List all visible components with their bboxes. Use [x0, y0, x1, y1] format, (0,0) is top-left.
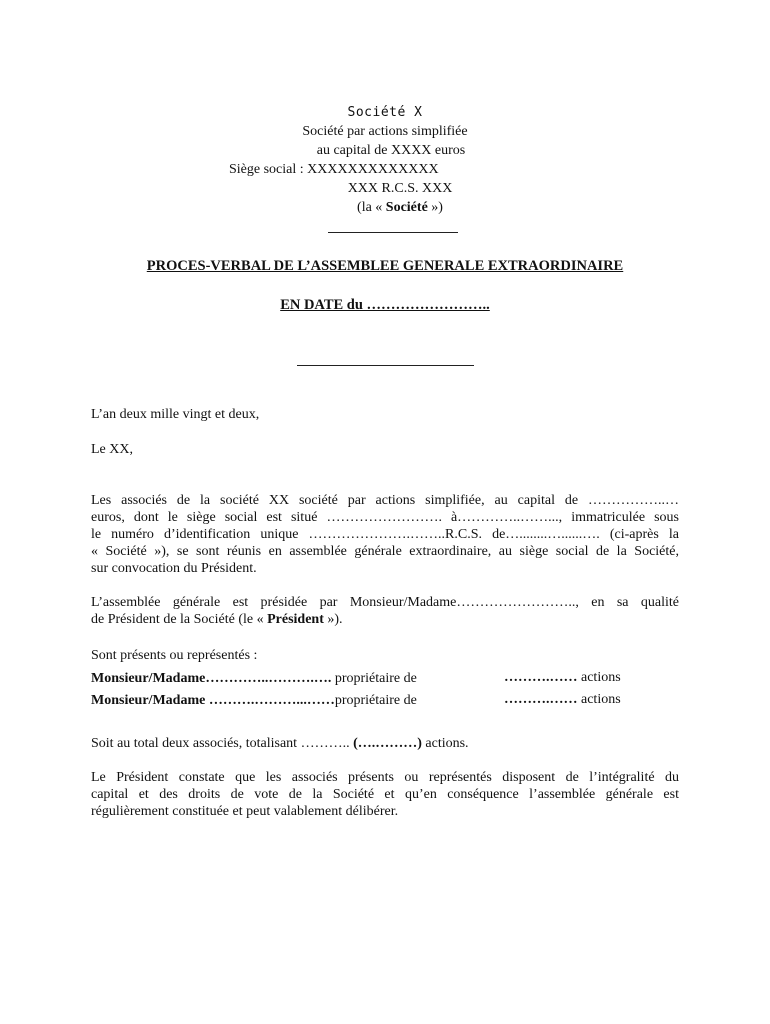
president-term: Président [267, 612, 324, 627]
owner-label: propriétaire de [334, 693, 417, 708]
total-suffix: actions. [421, 736, 469, 751]
shares-dots: ……….…… [504, 692, 578, 707]
shareholder-shares [504, 670, 621, 686]
defined-term-line [0, 199, 770, 216]
paragraph-line: Les associés de la société XX société par actions simplifiée, au capital de ……………..… [91, 493, 679, 508]
company-name: Société X [347, 105, 423, 120]
paragraph-line: euros, dont le siège social est situé ……………………. à…………..……..., immatriculée sous [91, 510, 679, 525]
paragraph-line: L’assemblée générale est présidée par Monsieur/Madame…………………….., en sa qualité [91, 595, 679, 610]
present-intro: Sont présents ou représentés : [91, 648, 258, 663]
paragraph-line: capital et des droits de vote de la Société et qu’en conséquence l’assemblée générale est [91, 787, 679, 802]
paragraph-line [91, 611, 679, 628]
opening-day: Le XX, [91, 442, 133, 457]
paragraph-line: le numéro d’identification unique ………………….……..R.C.S. de…........…......…. (ci-après la [91, 527, 679, 542]
total-count: (….………) [353, 736, 422, 751]
shareholder-name: Monsieur/Madame ……….………...…… [91, 693, 335, 708]
paragraph-quorum [91, 769, 679, 820]
rcs-line: XXX R.C.S. XXX [347, 181, 453, 196]
document-title: PROCES-VERBAL DE L’ASSEMBLEE GENERALE EXTRAORDINAIRE [146, 258, 624, 274]
paragraph-line: Le Président constate que les associés présents ou représentés disposent de l’intégralité du [91, 770, 679, 785]
defined-term: Société [385, 200, 428, 215]
shares-dots: ……….…… [504, 670, 578, 685]
defined-term-prefix: (la « [357, 200, 386, 215]
total-prefix: Soit au total deux associés, totalisant ……….. [91, 736, 354, 751]
title-divider [297, 365, 474, 366]
defined-term-suffix: ») [427, 200, 443, 215]
president-suffix: »). [323, 612, 343, 627]
paragraph-line: régulièrement constituée et peut valablement délibérer. [91, 804, 399, 819]
shareholder-name: Monsieur/Madame…………..……….…. [91, 671, 332, 686]
header-divider [328, 232, 458, 233]
shares-label: actions [577, 692, 621, 707]
capital-line: au capital de XXXX euros [316, 143, 466, 158]
paragraph-line: « Société »), se sont réunis en assemblée générale extraordinaire, au siège social de la Société, [91, 544, 679, 559]
president-prefix: de Président de la Société (le « [91, 612, 268, 627]
shares-label: actions [577, 670, 621, 685]
legal-form: Société par actions simplifiée [302, 124, 468, 139]
total-line [91, 735, 469, 752]
document-date-line: EN DATE du …………………….. [280, 297, 490, 313]
paragraph-shareholders-meeting [91, 492, 679, 577]
registered-office: Siège social : XXXXXXXXXXXXX [229, 162, 439, 177]
shareholder-shares [504, 692, 621, 708]
owner-label: propriétaire de [331, 671, 417, 686]
paragraph-president [91, 594, 679, 628]
opening-year: L’an deux mille vingt et deux, [91, 407, 260, 422]
paragraph-line: sur convocation du Président. [91, 561, 257, 576]
shareholder-row [91, 692, 417, 709]
shareholder-row [91, 670, 417, 687]
